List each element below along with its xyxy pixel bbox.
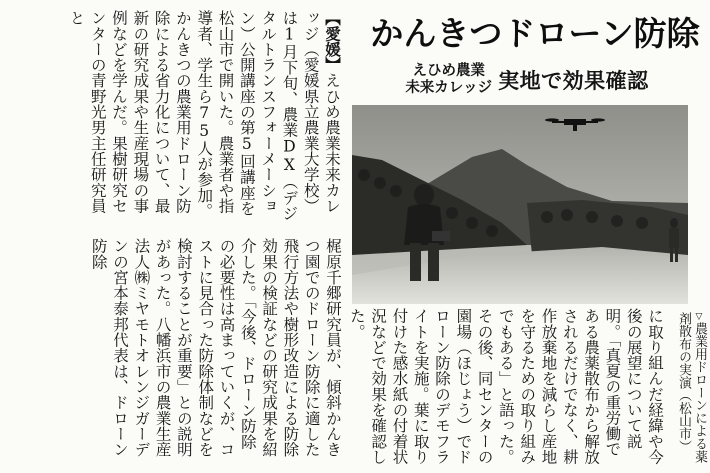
subhead-organization bbox=[405, 63, 492, 97]
caption-text: 農業用ドローンによる薬剤散布の実演（松山市） bbox=[676, 312, 707, 463]
headline: かんきつドローン防除 bbox=[370, 14, 700, 53]
article-body-upper bbox=[6, 10, 343, 226]
photo-caption bbox=[667, 312, 707, 464]
drone-demo-photo bbox=[352, 105, 688, 304]
subheadline bbox=[392, 58, 662, 102]
caption-mark: ▽ bbox=[694, 312, 704, 322]
article-text-upper: えひめ農業未来カレッジ（愛媛県立農業大学校）は1月下旬、農業DX（デジタルトランスフォーメーション）公開講座の第5回講座を松山市で開いた。農業者や指導者、学生ら75人が参加。かんきつの農業用ドローン防除による省力化について、最新の研究成果や生産現場の事例などを学んだ。果樹研究センターの青野光男主任研究員と bbox=[67, 10, 341, 221]
dateline-tag: 【愛媛】 bbox=[323, 10, 342, 73]
article-text-lower: 梶原千郷研究員が、傾斜かんきつ園でのドローン防除に適した飛行方法や樹形改造による防除効果の検証などの研究成果を紹介した。「今後、ドローン防除の必要性は高まっていくが、コストに見合った防除体制などを検討することが重要」との説明があった。八幡浜市の農業生産法人㈱ミヤモトオレンジガーデンの宮本泰邦代表は、ドローン防除 bbox=[89, 238, 342, 458]
article-body-lower bbox=[6, 238, 343, 464]
article-body-right bbox=[347, 308, 665, 466]
subhead-main: 実地で効果確認 bbox=[498, 69, 649, 93]
subhead-org-line1: えひめ農業 bbox=[412, 63, 485, 79]
article-text-right: に取り組んだ経緯や今後の展望について説明。「真夏の重労働である農薬散布から解放されるだけでなく、耕作放棄地を減らし産地を守るための取り組みでもある」と語った。その後、同センターの園場（ほじょう）でドローン防除のデモフライトを実施。葉に取り付けた感水紙の付着状況などで効果を確認した。 bbox=[347, 308, 664, 465]
subhead-org-line2: 未来カレッジ bbox=[405, 80, 493, 96]
photo-illustration bbox=[352, 105, 688, 304]
